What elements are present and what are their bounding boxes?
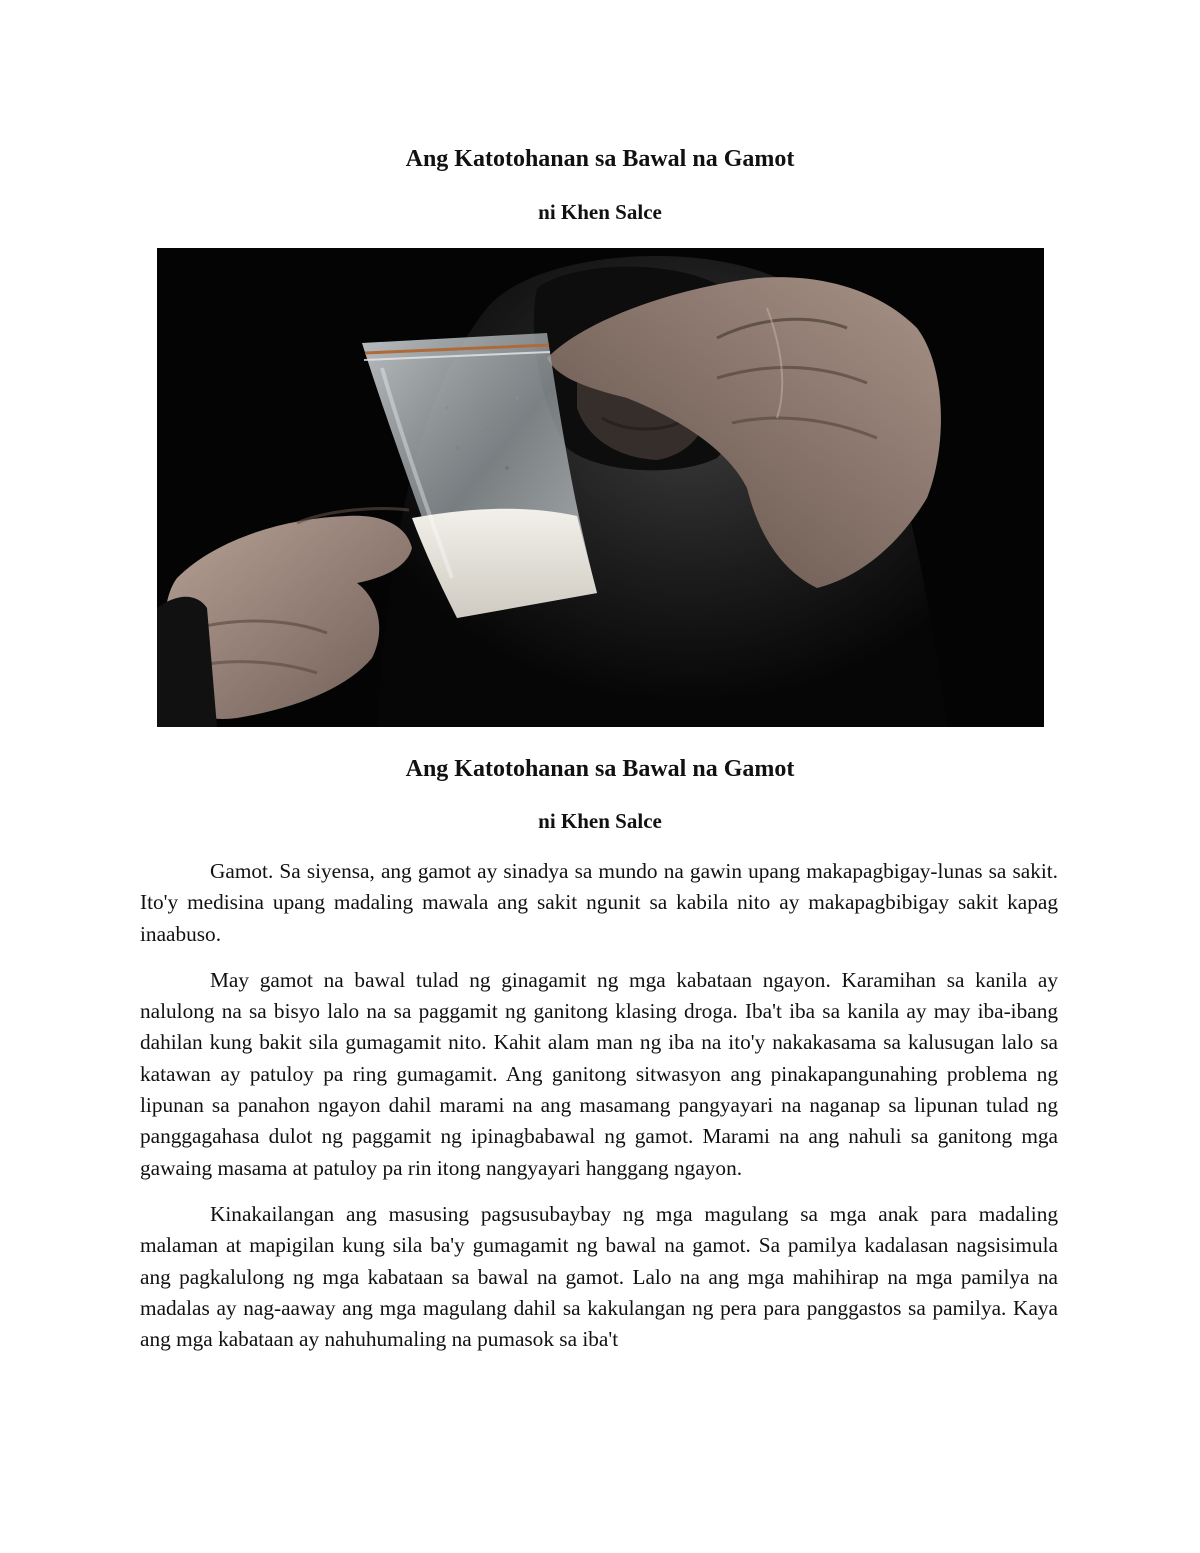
article-paragraph: Kinakailangan ang masusing pagsusubaybay ng mga magulang sa mga anak para madaling malaman at mapigilan kung sila ba'y gumagamit ng bawal na gamot. Sa pamilya kadalasan nagsisimula ang pagkalulong ng mga kabataan sa bawal na gamot. Lalo na ang mga mahihirap na mga pamilya na madalas ay nag-aaway ang mga magulang dahil sa kakulangan ng pera para panggastos sa pamilya. Kaya ang mga kabataan ay nahuhumaling na pumasok sa iba't: [140, 1201, 1058, 1352]
document-byline: ni Khen Salce: [538, 200, 662, 224]
article-byline: ni Khen Salce: [538, 809, 662, 833]
article-title: Ang Katotohanan sa Bawal na Gamot: [405, 756, 795, 782]
article-paragraph: Gamot. Sa siyensa, ang gamot ay sinadya sa mundo na gawin upang makapagbigay-lunas sa sakit. Ito'y medisina upang madaling mawala ang sakit ngunit sa kabila nito ay makapagbibigay sakit kapag inaabuso.: [140, 859, 1058, 946]
article-body: [140, 856, 1058, 1370]
document-title: Ang Katotohanan sa Bawal na Gamot: [405, 146, 795, 172]
article-paragraph: May gamot na bawal tulad ng ginagamit ng mga kabataan ngayon. Karamihan sa kanila ay nalulong na sa bisyo lalo na sa paggamit ng ganitong klasing droga. Iba't iba sa kanila ay may iba-ibang dahilan kung bakit sila gumagamit nito. Kahit alam man ng iba na ito'y nakakasama sa kalusugan lalo sa katawan ay patuloy pa ring gumagamit. Ang ganitong sitwasyon ang pinakapangunahing problema ng lipunan sa panahon ngayon dahil marami na ang masamang pangyayari na naganap sa lipunan tulad ng panggagahasa dulot ng paggamit ng ipinagbabawal ng gamot. Marami na ang nahuli sa ganitong mga gawaing masama at patuloy pa rin itong nangyayari hanggang ngayon.: [140, 967, 1058, 1180]
article-photo: [157, 248, 1044, 727]
photo-illustration: [157, 248, 1044, 727]
